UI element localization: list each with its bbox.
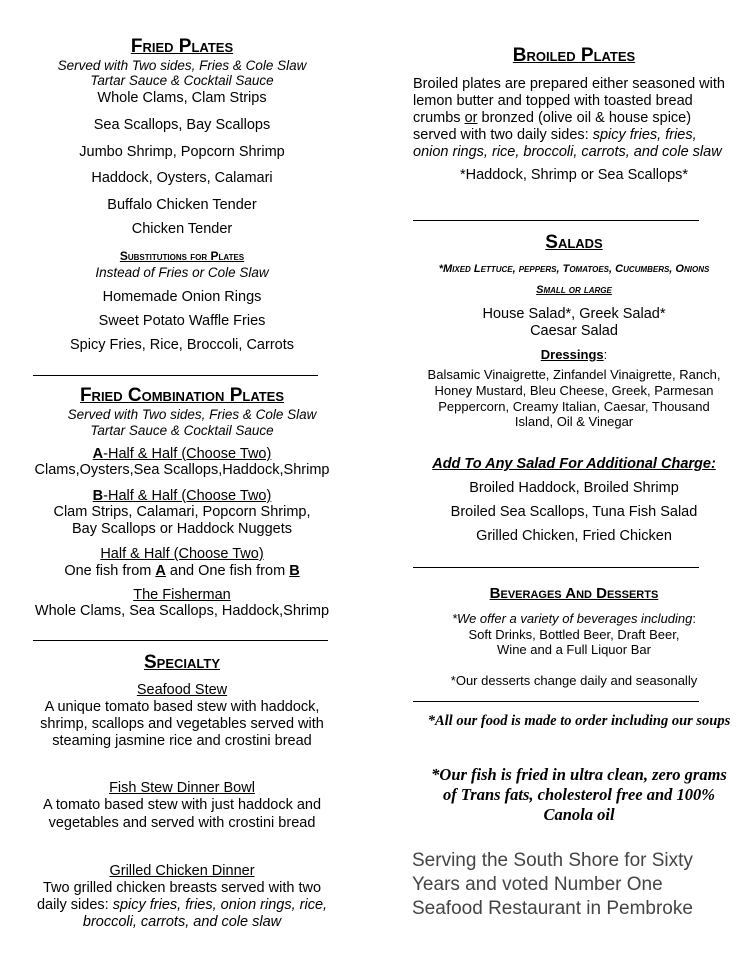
menu-item: Sea Scallops, Bay Scallops <box>93 117 271 133</box>
substitutions-note: Instead of Fries or Cole Slaw <box>95 265 269 280</box>
menu-item: Jumbo Shrimp, Popcorn Shrimp <box>79 144 285 160</box>
broiled-desc: Broiled plates are prepared either seasoned with <box>413 76 725 92</box>
seafood-stew-desc: A unique tomato based stew with haddock, <box>44 699 320 715</box>
salads-items: Caesar Salad <box>530 323 618 339</box>
broiled-desc: lemon butter and topped with toasted bread <box>413 93 693 109</box>
grilled-chicken-desc: Two grilled chicken breasts served with two <box>42 880 322 896</box>
seafood-stew-desc: shrimp, scallops and vegetables served with <box>40 716 324 732</box>
broiled-desc: served with two daily sides: spicy fries, fries, <box>413 127 697 143</box>
divider <box>413 701 699 702</box>
grilled-chicken-title: Grilled Chicken Dinner <box>109 863 255 879</box>
add-to-salad-item: Broiled Sea Scallops, Tuna Fish Salad <box>450 504 698 520</box>
beverages-title: Beverages And Desserts <box>489 585 659 602</box>
fisherman-title: The Fisherman <box>133 587 231 603</box>
salads-title: Salads <box>545 232 603 253</box>
beverages-line: *We offer a variety of beverages including: <box>451 611 697 626</box>
dressings-list: Balsamic Vinaigrette, Zinfandel Vinaigrette, Ranch, <box>427 367 721 382</box>
combo-a-items: Clams,Oysters,Sea Scallops,Haddock,Shrimp <box>34 462 330 478</box>
combo-b-title: B-Half & Half (Choose Two) <box>92 488 272 504</box>
menu-item: Sweet Potato Waffle Fries <box>98 313 266 329</box>
substitutions-title: Substitutions for Plates <box>119 249 245 263</box>
fish-stew-bowl-title: Fish Stew Dinner Bowl <box>109 780 255 796</box>
specialty-title: Specialty <box>144 652 220 673</box>
fish-stew-bowl-desc: A tomato based stew with just haddock and <box>42 797 322 813</box>
fish-note: of Trans fats, cholesterol free and 100% <box>442 785 716 804</box>
tagline-line: Seafood Restaurant in Pembroke <box>412 898 693 919</box>
broiled-note: *Haddock, Shrimp or Sea Scallops* <box>459 167 689 183</box>
combo-b-items: Bay Scallops or Haddock Nuggets <box>71 521 293 537</box>
fish-note: Canola oil <box>543 805 615 824</box>
combination-note-sauce: Tartar Sauce & Cocktail Sauce <box>90 423 274 438</box>
add-to-salad-item: Grilled Chicken, Fried Chicken <box>476 528 672 544</box>
salads-items: House Salad*, Greek Salad* <box>482 306 666 322</box>
divider <box>413 567 699 568</box>
combo-a-title: A-Half & Half (Choose Two) <box>92 446 272 462</box>
combination-title: Fried Combination Plates <box>79 385 285 406</box>
menu-item: Haddock, Oysters, Calamari <box>91 170 273 186</box>
fisherman-items: Whole Clams, Sea Scallops, Haddock,Shrimp <box>34 603 330 619</box>
divider <box>33 640 328 641</box>
dressings-list: Honey Mustard, Bleu Cheese, Greek, Parmesan <box>434 383 714 398</box>
dressings-list: Peppercorn, Creamy Italian, Caesar, Thousand <box>438 399 710 414</box>
fish-note: *Our fish is fried in ultra clean, zero grams <box>431 765 727 784</box>
grilled-chicken-desc: daily sides: spicy fries, fries, onion rings, rice, <box>36 897 328 913</box>
tagline-line: Years and voted Number One <box>412 874 663 895</box>
seafood-stew-desc: steaming jasmine rice and crostini bread <box>52 733 312 749</box>
fried-plates-note-sides: Served with Two sides, Fries & Cole Slaw <box>57 58 307 73</box>
salads-mix: *Mixed Lettuce, peppers, Tomatoes, Cucumbers, Onions <box>438 263 710 275</box>
tagline-line: Serving the South Shore for Sixty <box>412 850 693 871</box>
grilled-chicken-desc: broccoli, carrots, and cole slaw <box>82 914 282 930</box>
combo-half-title: Half & Half (Choose Two) <box>100 546 264 562</box>
menu-item: Chicken Tender <box>131 221 233 237</box>
salads-size: Small or large <box>536 284 612 296</box>
divider <box>413 220 699 221</box>
broiled-plates-title: Broiled Plates <box>512 45 636 66</box>
menu-item: Spicy Fries, Rice, Broccoli, Carrots <box>70 337 294 353</box>
add-to-salad-title: Add To Any Salad For Additional Charge: <box>432 456 716 472</box>
combo-b-items: Clam Strips, Calamari, Popcorn Shrimp, <box>53 504 311 520</box>
desserts-note: *Our desserts change daily and seasonally <box>450 673 698 688</box>
beverages-line: Soft Drinks, Bottled Beer, Draft Beer, <box>468 627 680 642</box>
broiled-desc: crumbs or bronzed (olive oil & house spice) <box>413 110 692 126</box>
dressings-label: Dressings: <box>540 347 608 362</box>
fried-plates-title: Fried Plates <box>130 36 234 57</box>
combination-note-sides: Served with Two sides, Fries & Cole Slaw <box>67 407 317 422</box>
menu-item: Buffalo Chicken Tender <box>107 197 257 213</box>
broiled-desc: onion rings, rice, broccoli, carrots, and cole slaw <box>413 144 722 160</box>
menu-item: Whole Clams, Clam Strips <box>97 90 267 106</box>
seafood-stew-title: Seafood Stew <box>136 682 228 698</box>
dressings-list: Island, Oil & Vinegar <box>514 414 634 429</box>
fish-stew-bowl-desc: vegetables and served with crostini bread <box>48 815 316 831</box>
made-to-order-note: *All our food is made to order including our soups <box>427 713 731 729</box>
menu-item: Homemade Onion Rings <box>102 289 262 305</box>
fried-plates-note-sauce: Tartar Sauce & Cocktail Sauce <box>90 73 274 88</box>
beverages-line: Wine and a Full Liquor Bar <box>497 642 651 657</box>
combo-half-items: One fish from A and One fish from B <box>64 563 300 579</box>
divider <box>33 375 318 376</box>
add-to-salad-item: Broiled Haddock, Broiled Shrimp <box>469 480 679 496</box>
